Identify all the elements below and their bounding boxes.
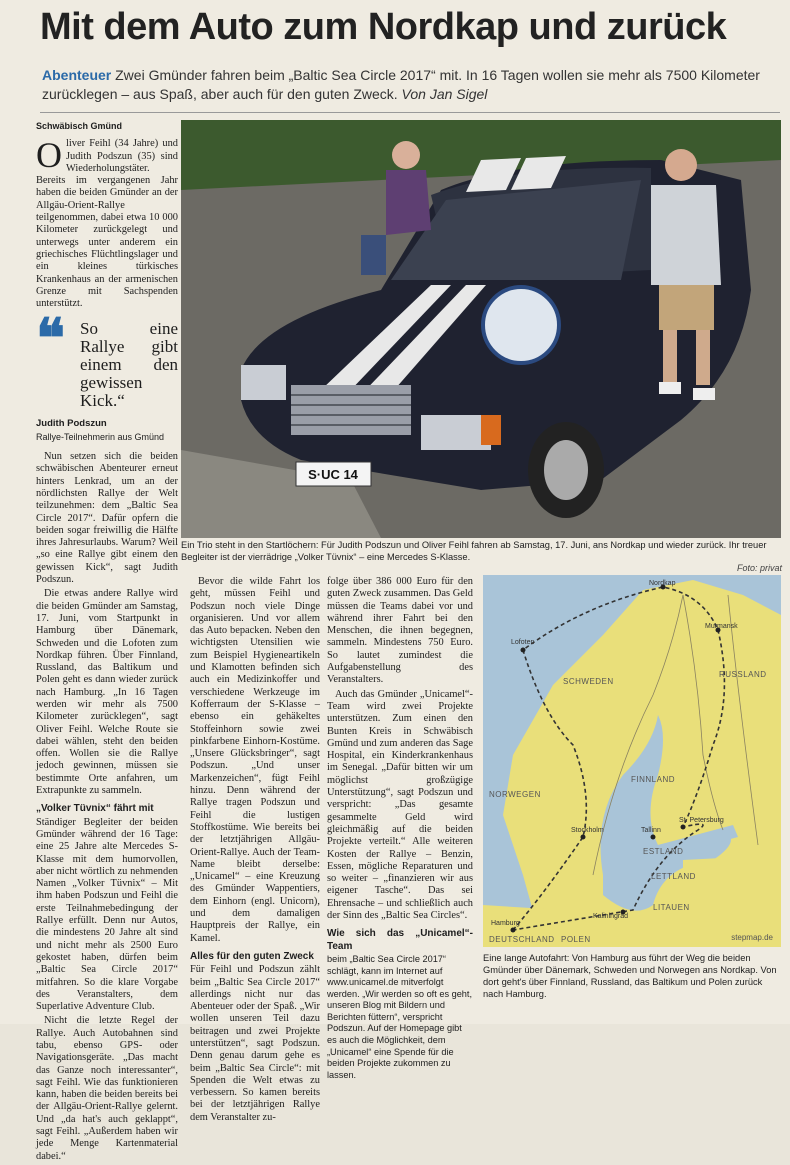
info-box-text: beim „Baltic Sea Circle 2017“ schlägt, kann im Internet auf www.unicamel.de mitverfolgt werden. „Wir werden so oft es geht, unseren Blog mit Bildern und Berichten füttern“, verspricht Podszun. Auf der Homepage gibt es auch die Möglichkeit, dem „Unicamel“ eine Spende für die beiden Projekte zukommen zu lassen. <box>327 953 473 1080</box>
paragraph: liver Feihl (34 Jahre) und Judith Podszun (35) sind Wiederholungstäter. Bereits im vergangenen Jahr haben die beiden Gmünder an der Allgäu-Orient-Rallye teilgenommen, dabei etwa 10 000 Kilometer zurückgelegt und unterwegs unter anderem ein griechisches Flüchtlingslager und ein kleines türkisches Krankenhaus an der armenischen Grenze mit Sachspenden unterstützt. <box>36 138 178 310</box>
standfirst-text: Zwei Gmünder fahren beim „Baltic Sea Circle 2017“ mit. In 16 Tagen wollen sie mehr als 7500 Kilometer zurücklegen – aus Spaß, aber auch für den guten Zweck. <box>42 67 760 102</box>
map-label-nordkap: Nordkap <box>649 580 676 587</box>
map-label-russland: RUSSLAND <box>719 670 767 679</box>
article-column-2 <box>190 576 320 1126</box>
byline: Von Jan Sigel <box>401 86 488 102</box>
photo-credit: Foto: privat <box>736 563 782 573</box>
map-label-polen: POLEN <box>561 935 591 944</box>
dropcap: O <box>36 135 62 176</box>
license-plate: S·UC 14 <box>308 467 358 482</box>
standfirst <box>42 66 772 104</box>
map-label-litauen: LITAUEN <box>653 903 690 912</box>
map-label-murmansk: Murmansk <box>705 623 738 630</box>
quote-role: Rallye-Teilnehmerin aus Gmünd <box>36 431 165 442</box>
quote-author: Judith Podszun <box>36 418 107 430</box>
map-label-kaliningrad: Kaliningrad <box>593 913 629 920</box>
map-label-estland: ESTLAND <box>643 847 684 856</box>
pull-quote <box>36 309 178 411</box>
paragraph: Auch das Gmünder „Unicamel“-Team wird zwei Projekte unterstützen. Zum einen den Bunten Kreis in Schwäbisch Gmünd und zum anderen das Sage Hospital, ein Kinderkrankenhaus im Senegal. „Dafür bitten wir um möglichst großzügige Unterstützung“, sagt Podszun und verspricht: „Das gesamte gesammelte Geld wird gleichmäßig auf die beiden Projekte verteilt.“ Alle weiteren Kosten der Rallye – Benzin, Essen, mögliche Reparaturen und so weiter – „finanzieren wir aus eigener Tasche“. Das sei Ehrensache – und schließlich auch der Sinn des „Baltic Sea Circles“. <box>327 688 473 922</box>
car-photo-illustration <box>181 120 781 538</box>
pull-quote-text: So eine Rallye gibt einem den gewissen Kick.“ <box>80 319 178 411</box>
subheading: Alles für den guten Zweck <box>190 950 314 962</box>
map-label-lettland: LETTLAND <box>651 872 696 881</box>
paragraph: Ständiger Begleiter der beiden Gmünder während der 16 Tage: eine 25 Jahre alte Mercedes S-Klasse mit dem humorvollen, aber nicht wörtlich zu nehmenden Namen „Volker Tüvnix“ – Mit ihm haben Podszun und Feihl die erste Teilnahmebedingung der Rallye erfüllt. Denn nur Autos, die mindestens 20 Jahre alt sind und nicht mehr als 2500 Euro gekostet haben, dürfen beim „Baltic Sea Circle 2017“ mitfahren. So die klare Vorgabe des Veranstalters, dem Superlative Adventure Club. <box>36 816 178 1013</box>
scandinavia-map <box>483 575 781 947</box>
map-label-norwegen: NORWEGEN <box>489 790 541 799</box>
route-map <box>483 575 781 947</box>
divider <box>40 112 780 113</box>
paragraph: folge über 386 000 Euro für den guten Zweck zusammen. Das Geld müssen die Teams dabei vor und während ihrer Fahrt bei den Menschen, die ihnen begegnen, sammeln. Mindestens 750 Euro. So lautet zumindest die Aufgabenstellung des Veranstalters. <box>327 576 473 686</box>
map-watermark: stepmap.de <box>731 933 773 942</box>
map-label-tallinn: Tallinn <box>641 827 661 834</box>
map-label-lofoten: Lofoten <box>511 639 535 646</box>
paragraph: Für Feihl und Podszun zählt beim „Baltic Sea Circle 2017“ allerdings nicht nur das Abenteuer oder der Spaß. „Wir wollen unseren Teil dazu beitragen und zwei Projekte unterstützen“, sagt Podszun. Denn genau darum gehe es beim „Baltic Sea Circle“: mit Spenden die Welt etwas zu verbessern. So kamen bereits bei der letztjährigen Rallye dem Veranstalter zu- <box>190 964 320 1123</box>
subheading: „Volker Tüvnix“ fährt mit <box>36 803 154 815</box>
map-label-finnland: FINNLAND <box>631 775 676 784</box>
article-photo <box>181 120 781 538</box>
photo-caption: Ein Trio steht in den Startlöchern: Für Judith Podszun und Oliver Feihl fahren ab Samstag, 17. Juni, ans Nordkap und wieder zurück. Ihr treuer Begleiter ist der vierrädrige „Volker Tüvnix“ – eine Mercedes S-Klasse. <box>181 540 767 562</box>
quote-mark-icon: ❝ <box>36 309 66 370</box>
article-column-3 <box>327 576 473 1081</box>
map-label-stockholm: Stockholm <box>571 827 604 834</box>
map-label-schweden: SCHWEDEN <box>563 677 614 686</box>
map-label-hamburg: Hamburg <box>491 920 520 927</box>
paragraph: Nicht die letzte Regel der Rallye. Auch Autobahnen sind tabu, ebenso GPS- oder Navigationsgeräte. „Das macht das Ganze noch interessanter“, sagt Feihl. Wie das funktionieren kann, haben die beiden bereits bei der Allgäu-Orient-Rallye gelernt. Und „da hat's auch geklappt“, sagt Feihl. „Außerdem haben wir jede Menge Kartenmaterial dabei.“ <box>36 1015 178 1162</box>
paragraph: Die etwas andere Rallye wird die beiden Gmünder am Samstag, 17. Juni, vom Startpunkt in Hamburg über Dänemark, Schweden und die Lofoten zum Nordkap führen. Über Finnland, Russland, das Baltikum und Polen geht es dann wieder zurück nach Hamburg. „In 16 Tagen werden wir mehr als 7500 Kilometer zurücklegen“, sagt Oliver Feihl. Welche Route sie dabei wählen, steht den beiden offen. Wollen sie die Rallye jedoch gewinnen, müssen sie bestimmte Orte anfahren, um Extrapunkte zu sammeln. <box>36 588 178 797</box>
subheading: Wie sich das „Unicamel“-Team <box>327 928 473 952</box>
map-label-deutschland: DEUTSCHLAND <box>489 935 555 944</box>
kicker: Abenteuer <box>42 67 112 83</box>
paragraph: Bevor die wilde Fahrt los geht, müssen Feihl und Podszun noch viele Dinge organisieren. Und vor allem das Auto bepacken. Neben den wichtigsten Utensilien wie zum Beispiel Hygieneartikeln und Klamotten befinden sich auch ein Medizinkoffer und verschiedene Werkzeuge im Kofferraum der S-Klasse – ebenso ein gehäkeltes Stoffeinhorn sowie zwei pinkfarbene Einhorn-Kostüme. „Unsere Glücksbringer“, sagt Podszun. „Und unser Markenzeichen“, fügt Feihl hinzu. Denn während der Rallye tragen Podszun und Feihl die lustigen Stoffkostüme. Wie bereits bei der letztjährigen Allgäu-Orient-Rallye. Auch der Team-Name bleibt derselbe: „Unicamel“ – eine Kreuzung des Gmünder Wappentiers, dem Einhorn (engl. Unicorn), und dem damaligen Hauptpreis der Rallye, ein Kamel. <box>190 576 320 944</box>
headline: Mit dem Auto zum Nordkap und zurück <box>40 6 727 48</box>
paragraph: Nun setzen sich die beiden schwäbischen Abenteurer erneut hinters Lenkrad, um an der nördlichsten Rallye der Welt teilzunehmen: dem „Baltic Sea Circle 2017“. Dafür opfern die beiden sogar freiwillig die Hälfte ihres Jahresurlaubs. Warum? Weil „so eine Rallye gibt einem den gewissen Kick“, sagt Judith Podszun. <box>36 451 178 586</box>
article-column-1 <box>36 120 178 1165</box>
map-label-st-petersburg: St. Petersburg <box>679 817 724 824</box>
map-caption: Eine lange Autofahrt: Von Hamburg aus führt der Weg die beiden Gmünder über Dänemark, Schweden und Norwegen ans Nordkap. Von dort geht's über Finnland, Russland, das Baltikum und Polen zurück nach Hamburg. <box>483 953 777 999</box>
dateline: Schwäbisch Gmünd <box>36 121 123 131</box>
